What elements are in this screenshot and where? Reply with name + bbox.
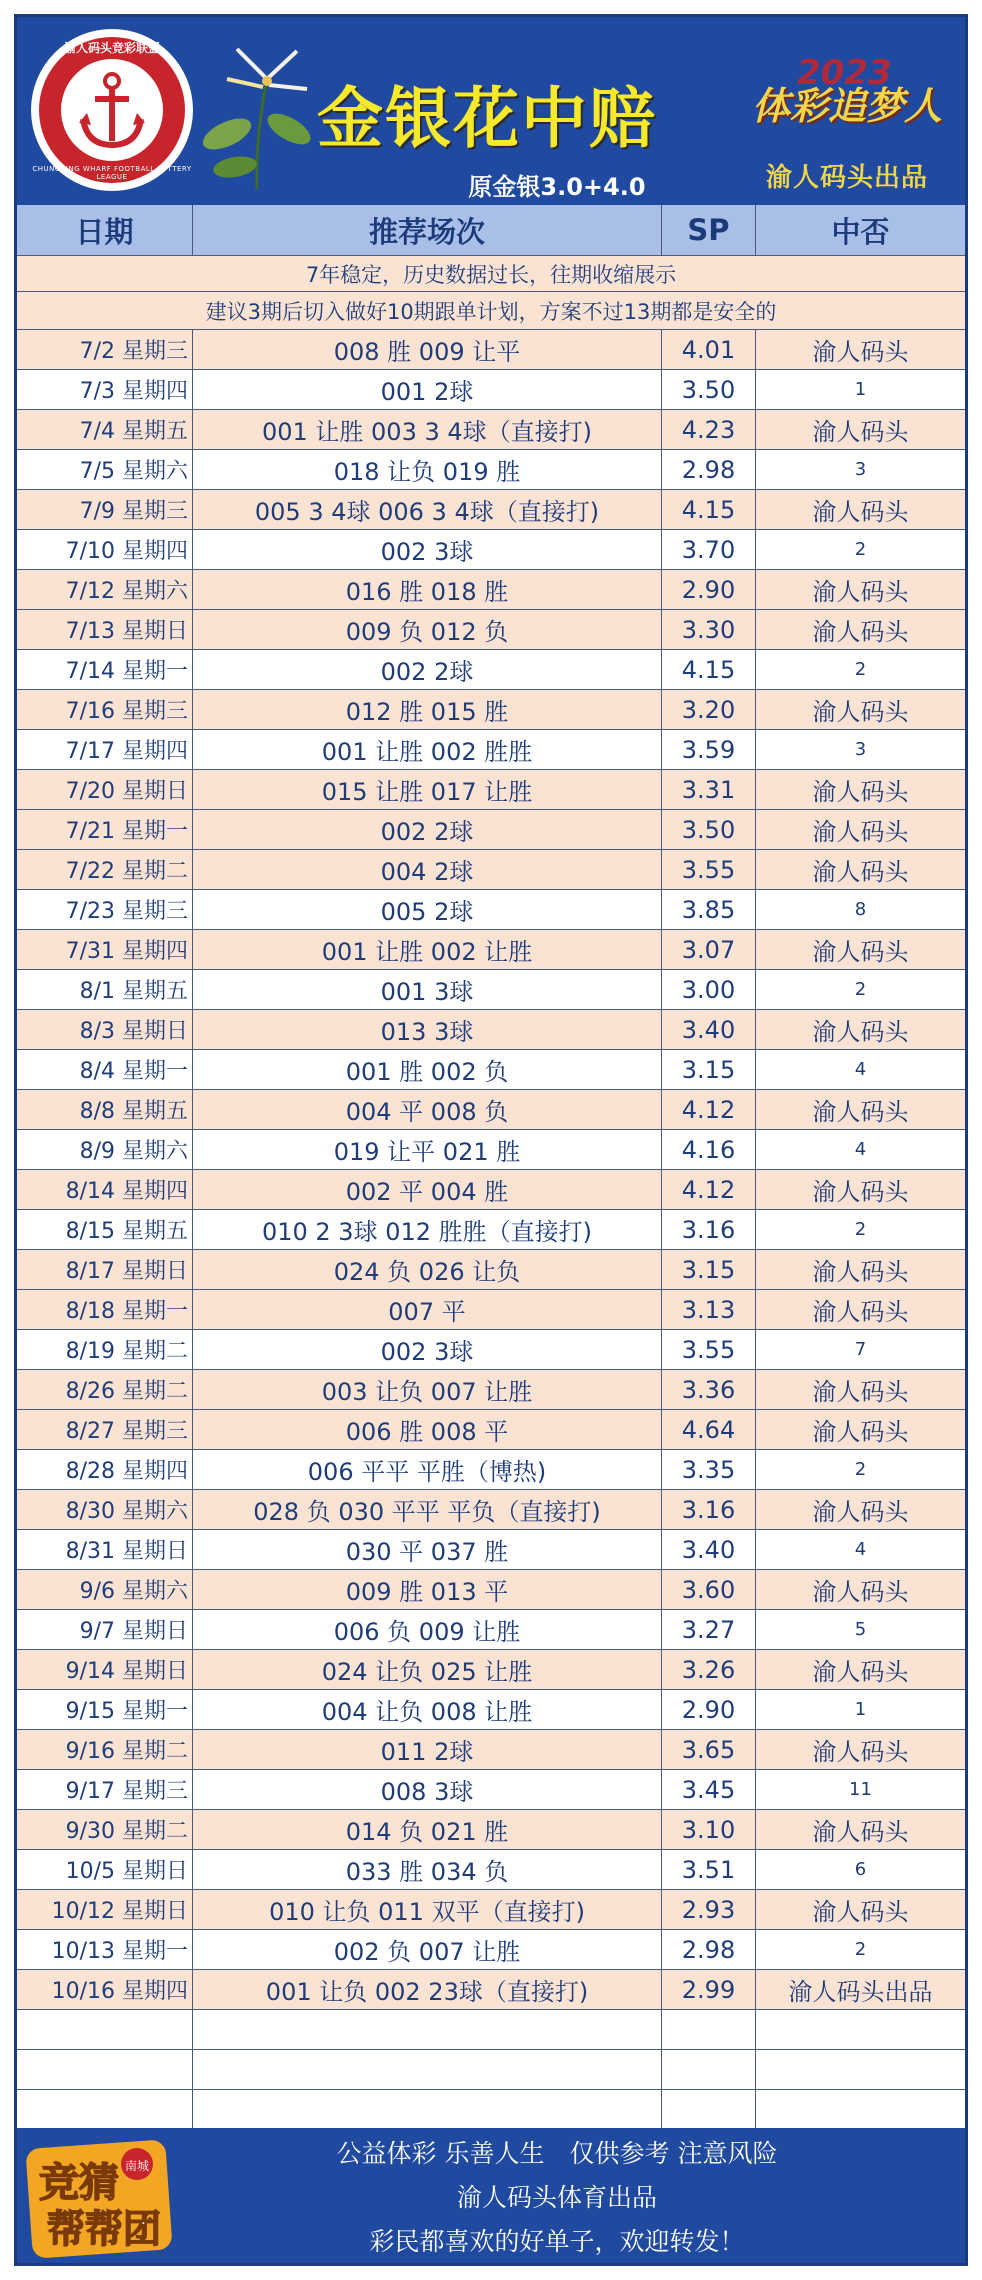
row-date: 8/26 星期二: [17, 1370, 193, 1409]
row-date: 9/14 星期日: [17, 1650, 193, 1689]
row-match: 001 让胜 003 3 4球（直接打): [193, 410, 662, 449]
row-date: 8/17 星期日: [17, 1250, 193, 1289]
lottery-dreamer-badge: [737, 53, 957, 137]
row-result: 2: [854, 659, 867, 680]
row-match: 024 负 026 让负: [193, 1250, 662, 1289]
row-sp: 3.36: [662, 1370, 756, 1409]
row-result: 渝人码头: [812, 858, 909, 886]
poster-frame: [14, 14, 968, 2266]
row-match: 001 让胜 002 让胜: [193, 930, 662, 969]
column-header-result: 中否: [756, 205, 965, 256]
row-date: 8/28 星期四: [17, 1450, 193, 1489]
row-sp: 3.30: [662, 610, 756, 649]
table-row: [17, 650, 965, 690]
row-result: 渝人码头: [812, 498, 909, 526]
table-row: [17, 1570, 965, 1610]
table-row: [17, 690, 965, 730]
row-match: 005 2球: [193, 890, 662, 929]
row-sp: 3.40: [662, 1010, 756, 1049]
row-date: 10/12 星期日: [17, 1890, 193, 1929]
row-sp: 3.13: [662, 1290, 756, 1329]
row-sp: 3.35: [662, 1450, 756, 1489]
row-result: 11: [849, 1779, 872, 1800]
row-date: 8/3 星期日: [17, 1010, 193, 1049]
row-result: 渝人码头: [812, 1898, 909, 1926]
poster-subtitle: 原金银3.0+4.0: [468, 173, 646, 201]
row-sp: 3.10: [662, 1810, 756, 1849]
row-date: 7/16 星期三: [17, 690, 193, 729]
empty-row: [17, 2010, 965, 2050]
row-sp: 3.00: [662, 970, 756, 1009]
row-date: 7/13 星期日: [17, 610, 193, 649]
table-row: [17, 730, 965, 770]
row-sp: 3.50: [662, 370, 756, 409]
row-result: 2: [854, 979, 867, 1000]
row-match: 001 让胜 002 胜胜: [193, 730, 662, 769]
row-match: 006 负 009 让胜: [193, 1610, 662, 1649]
row-sp: 4.64: [662, 1410, 756, 1449]
table-row: [17, 810, 965, 850]
row-result: 3: [854, 459, 867, 480]
row-match: 004 2球: [193, 850, 662, 889]
row-date: 7/12 星期六: [17, 570, 193, 609]
row-sp: 3.31: [662, 770, 756, 809]
row-match: 016 胜 018 胜: [193, 570, 662, 609]
badge-main-text: 竞猜: [39, 2160, 119, 2206]
row-match: 006 胜 008 平: [193, 1410, 662, 1449]
table-row: [17, 1650, 965, 1690]
anchor-icon: [77, 71, 147, 151]
poster-title: 金银花中赔: [317, 80, 657, 157]
table-row: [17, 1170, 965, 1210]
badge-main-text-2: 帮帮团: [47, 2207, 162, 2251]
row-result: 渝人码头: [812, 1738, 909, 1766]
badge-caption: 渝人码头出品: [765, 163, 928, 193]
row-sp: 3.85: [662, 890, 756, 929]
row-result: 2: [854, 1219, 867, 1240]
row-result: 2: [854, 1939, 867, 1960]
badge-year: 2023: [797, 53, 892, 93]
note-plan-advice: 建议3期后切入做好10期跟单计划，方案不过13期都是安全的: [17, 292, 965, 330]
row-result: 渝人码头: [812, 1018, 909, 1046]
table-row: [17, 1490, 965, 1530]
row-sp: 4.01: [662, 330, 756, 369]
row-match: 007 平: [193, 1290, 662, 1329]
row-date: 7/10 星期四: [17, 530, 193, 569]
header-banner: [17, 17, 965, 205]
row-result: 4: [854, 1139, 867, 1160]
row-sp: 3.70: [662, 530, 756, 569]
row-sp: 3.07: [662, 930, 756, 969]
row-result: 2: [854, 539, 867, 560]
row-date: 7/17 星期四: [17, 730, 193, 769]
row-date: 9/17 星期三: [17, 1770, 193, 1809]
row-sp: 3.16: [662, 1210, 756, 1249]
table-row: [17, 370, 965, 410]
row-date: 8/9 星期六: [17, 1130, 193, 1169]
row-date: 7/31 星期四: [17, 930, 193, 969]
logo-text-top: 渝人码头竞彩联盟: [63, 41, 160, 55]
row-sp: 2.93: [662, 1890, 756, 1929]
row-match: 002 负 007 让胜: [193, 1930, 662, 1969]
row-result: 渝人码头: [812, 1658, 909, 1686]
row-result: 渝人码头: [812, 418, 909, 446]
row-match: 018 让负 019 胜: [193, 450, 662, 489]
table-row: [17, 850, 965, 890]
table-row: [17, 1290, 965, 1330]
row-result: 渝人码头: [812, 1578, 909, 1606]
row-result: 渝人码头: [812, 1418, 909, 1446]
table-row: [17, 490, 965, 530]
row-match: 004 平 008 负: [193, 1090, 662, 1129]
row-date: 10/16 星期四: [17, 1970, 193, 2009]
row-date: 7/5 星期六: [17, 450, 193, 489]
row-match: 014 负 021 胜: [193, 1810, 662, 1849]
row-date: 7/14 星期一: [17, 650, 193, 689]
table-row: [17, 610, 965, 650]
row-result: 1: [854, 1699, 867, 1720]
footer-slogan: 公益体彩 乐善人生 仅供参考 注意风险: [336, 2139, 778, 2168]
row-result: 渝人码头出品: [788, 1978, 933, 2006]
row-date: 8/1 星期五: [17, 970, 193, 1009]
row-date: 8/18 星期一: [17, 1290, 193, 1329]
row-date: 7/23 星期三: [17, 890, 193, 929]
row-sp: 3.60: [662, 1570, 756, 1609]
column-header-match: 推荐场次: [193, 205, 662, 256]
table-row: [17, 1410, 965, 1450]
row-date: 9/7 星期日: [17, 1610, 193, 1649]
table-row: [17, 930, 965, 970]
row-match: 015 让胜 017 让胜: [193, 770, 662, 809]
table-row: [17, 1690, 965, 1730]
row-match: 010 让负 011 双平（直接打): [193, 1890, 662, 1929]
row-date: 9/16 星期二: [17, 1730, 193, 1769]
table-row: [17, 1970, 965, 2010]
row-match: 001 2球: [193, 370, 662, 409]
row-date: 8/14 星期四: [17, 1170, 193, 1209]
table-row: [17, 570, 965, 610]
row-match: 001 让负 002 23球（直接打): [193, 1970, 662, 2009]
row-result: 8: [854, 899, 867, 920]
row-result: 渝人码头: [812, 818, 909, 846]
table-row: [17, 890, 965, 930]
row-sp: 4.23: [662, 410, 756, 449]
table-row: [17, 1210, 965, 1250]
row-date: 7/20 星期日: [17, 770, 193, 809]
table-row: [17, 1130, 965, 1170]
table-row: [17, 1530, 965, 1570]
row-sp: 3.50: [662, 810, 756, 849]
row-match: 012 胜 015 胜: [193, 690, 662, 729]
guess-help-group-badge-icon: [25, 2134, 175, 2258]
row-sp: 4.12: [662, 1170, 756, 1209]
row-sp: 2.99: [662, 1970, 756, 2009]
table-row: [17, 1890, 965, 1930]
row-match: 006 平平 平胜（博热): [193, 1450, 662, 1489]
row-sp: 2.90: [662, 1690, 756, 1729]
row-result: 3: [854, 739, 867, 760]
row-date: 7/9 星期三: [17, 490, 193, 529]
row-result: 2: [854, 1459, 867, 1480]
table-row: [17, 770, 965, 810]
empty-row: [17, 2050, 965, 2090]
table-row: [17, 530, 965, 570]
row-date: 7/21 星期一: [17, 810, 193, 849]
row-date: 8/8 星期五: [17, 1090, 193, 1129]
row-result: 渝人码头: [812, 1498, 909, 1526]
table-row: [17, 410, 965, 450]
row-result: 渝人码头: [812, 698, 909, 726]
row-match: 004 让负 008 让胜: [193, 1690, 662, 1729]
row-date: 8/15 星期五: [17, 1210, 193, 1249]
row-date: 7/2 星期三: [17, 330, 193, 369]
row-date: 7/4 星期五: [17, 410, 193, 449]
row-sp: 3.55: [662, 1330, 756, 1369]
row-sp: 3.59: [662, 730, 756, 769]
row-sp: 3.15: [662, 1050, 756, 1089]
row-date: 8/30 星期六: [17, 1490, 193, 1529]
row-result: 渝人码头: [812, 1298, 909, 1326]
row-result: 渝人码头: [812, 618, 909, 646]
row-sp: 3.20: [662, 690, 756, 729]
row-date: 7/22 星期二: [17, 850, 193, 889]
recommendation-table: [17, 330, 965, 2130]
row-date: 8/31 星期日: [17, 1530, 193, 1569]
footer-producer: 渝人码头体育出品: [456, 2183, 657, 2212]
table-row: [17, 970, 965, 1010]
table-row: [17, 1370, 965, 1410]
row-sp: 3.40: [662, 1530, 756, 1569]
row-result: 渝人码头: [812, 1098, 909, 1126]
row-match: 010 2 3球 012 胜胜（直接打): [193, 1210, 662, 1249]
table-row: [17, 1730, 965, 1770]
league-logo: [31, 29, 193, 191]
table-row: [17, 1050, 965, 1090]
footer-banner: [17, 2128, 965, 2263]
row-match: 009 负 012 负: [193, 610, 662, 649]
row-match: 002 平 004 胜: [193, 1170, 662, 1209]
table-row: [17, 1770, 965, 1810]
row-result: 5: [854, 1619, 867, 1640]
row-match: 009 胜 013 平: [193, 1570, 662, 1609]
row-result: 1: [854, 379, 867, 400]
row-sp: 3.55: [662, 850, 756, 889]
row-date: 9/6 星期六: [17, 1570, 193, 1609]
row-match: 002 2球: [193, 650, 662, 689]
badge-text: 体彩追梦人: [751, 83, 942, 128]
row-sp: 4.12: [662, 1090, 756, 1129]
table-row: [17, 1090, 965, 1130]
row-date: 10/13 星期一: [17, 1930, 193, 1969]
row-match: 008 胜 009 让平: [193, 330, 662, 369]
row-match: 008 3球: [193, 1770, 662, 1809]
row-date: 8/27 星期三: [17, 1410, 193, 1449]
row-result: 渝人码头: [812, 1378, 909, 1406]
row-match: 002 3球: [193, 530, 662, 569]
row-match: 002 2球: [193, 810, 662, 849]
row-sp: 3.16: [662, 1490, 756, 1529]
row-sp: 2.90: [662, 570, 756, 609]
row-date: 9/30 星期二: [17, 1810, 193, 1849]
row-result: 渝人码头: [812, 938, 909, 966]
row-sp: 3.45: [662, 1770, 756, 1809]
badge-small-text: 南城: [125, 2159, 150, 2173]
row-match: 019 让平 021 胜: [193, 1130, 662, 1169]
row-match: 001 胜 002 负: [193, 1050, 662, 1089]
table-row: [17, 1610, 965, 1650]
row-result: 4: [854, 1539, 867, 1560]
logo-text-bottom: CHUNGKING WHARF FOOTBALL LOTTERY LEAGUE: [32, 165, 192, 181]
row-result: 7: [854, 1339, 867, 1360]
note-stability: 7年稳定，历史数据过长，往期收缩展示: [17, 256, 965, 292]
table-row: [17, 1810, 965, 1850]
row-sp: 2.98: [662, 1930, 756, 1969]
row-sp: 3.15: [662, 1250, 756, 1289]
footer-share-prompt: 彩民都喜欢的好单子，欢迎转发！: [369, 2227, 745, 2256]
row-result: 4: [854, 1059, 867, 1080]
table-row: [17, 1010, 965, 1050]
row-sp: 3.26: [662, 1650, 756, 1689]
column-header-date: 日期: [17, 205, 193, 256]
row-match: 003 让负 007 让胜: [193, 1370, 662, 1409]
row-match: 001 3球: [193, 970, 662, 1009]
row-sp: 4.15: [662, 490, 756, 529]
honeysuckle-flower-icon: [197, 39, 317, 189]
row-sp: 3.65: [662, 1730, 756, 1769]
row-match: 011 2球: [193, 1730, 662, 1769]
row-match: 024 让负 025 让胜: [193, 1650, 662, 1689]
row-match: 030 平 037 胜: [193, 1530, 662, 1569]
row-sp: 3.51: [662, 1850, 756, 1889]
table-row: [17, 1450, 965, 1490]
row-sp: 2.98: [662, 450, 756, 489]
row-result: 渝人码头: [812, 1178, 909, 1206]
table-row: [17, 330, 965, 370]
row-match: 033 胜 034 负: [193, 1850, 662, 1889]
column-header-sp: SP: [662, 205, 756, 256]
row-result: 渝人码头: [812, 338, 909, 366]
row-date: 10/5 星期日: [17, 1850, 193, 1889]
row-result: 渝人码头: [812, 1818, 909, 1846]
table-row: [17, 450, 965, 490]
row-match: 013 3球: [193, 1010, 662, 1049]
row-date: 8/4 星期一: [17, 1050, 193, 1089]
row-date: 8/19 星期二: [17, 1330, 193, 1369]
row-result: 6: [854, 1859, 867, 1880]
row-date: 7/3 星期四: [17, 370, 193, 409]
row-result: 渝人码头: [812, 578, 909, 606]
row-sp: 4.16: [662, 1130, 756, 1169]
empty-row: [17, 2090, 965, 2130]
row-result: 渝人码头: [812, 1258, 909, 1286]
row-date: 9/15 星期一: [17, 1690, 193, 1729]
table-row: [17, 1930, 965, 1970]
row-match: 002 3球: [193, 1330, 662, 1369]
table-row: [17, 1330, 965, 1370]
row-sp: 3.27: [662, 1610, 756, 1649]
row-result: 渝人码头: [812, 778, 909, 806]
row-match: 005 3 4球 006 3 4球（直接打): [193, 490, 662, 529]
row-sp: 4.15: [662, 650, 756, 689]
table-row: [17, 1850, 965, 1890]
table-row: [17, 1250, 965, 1290]
row-match: 028 负 030 平平 平负（直接打): [193, 1490, 662, 1529]
